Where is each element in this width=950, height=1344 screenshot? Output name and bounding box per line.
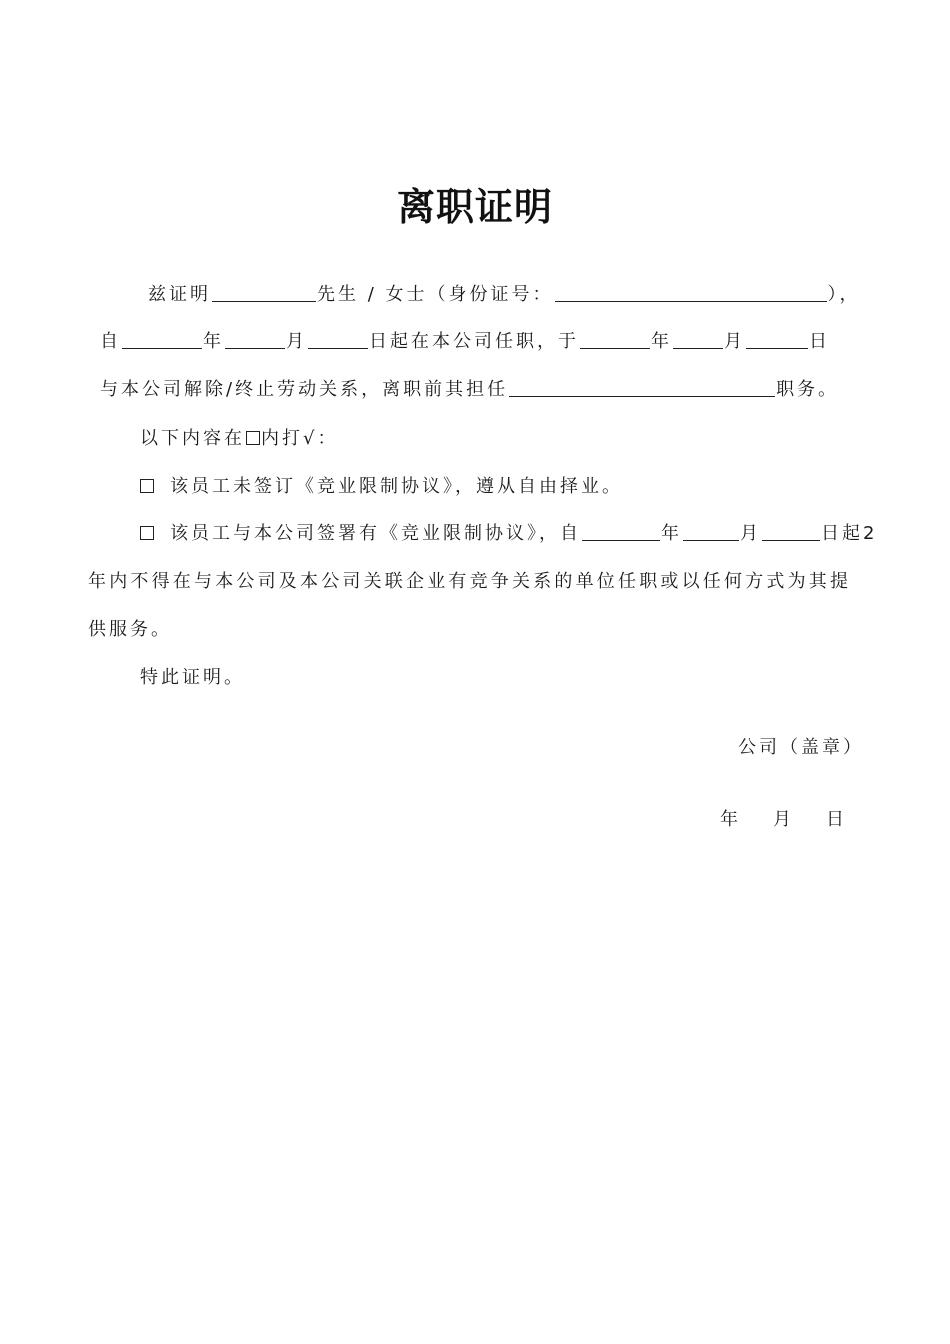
- start-year-blank[interactable]: [122, 330, 202, 349]
- month-label: 月: [724, 331, 745, 352]
- end-day-blank[interactable]: [746, 330, 808, 349]
- option-2-line-3: 供服务。: [88, 619, 172, 640]
- signature-date: [720, 808, 847, 832]
- month-label: 月: [740, 523, 761, 544]
- year-label: 年: [651, 331, 672, 352]
- closing-text: 特此证明。: [140, 667, 245, 688]
- agreement-month-blank[interactable]: [683, 522, 739, 541]
- termination-line: [100, 378, 839, 402]
- checkbox-icon: [246, 431, 260, 445]
- end-month-blank[interactable]: [673, 330, 723, 349]
- date-year-label: 年: [720, 809, 741, 830]
- option-2-line-2: 年内不得在与本公司及本公司关联企业有竞争关系的单位任职或以任何方式为其提: [88, 571, 852, 592]
- start-day-blank[interactable]: [308, 330, 368, 349]
- option-2-checkbox[interactable]: [140, 526, 154, 540]
- year-label: 年: [661, 523, 682, 544]
- instruction-line: [140, 427, 338, 451]
- option-agreement: [140, 522, 877, 546]
- instruction-text-2: 内打√：: [261, 428, 339, 449]
- position-suffix: 职务。: [776, 379, 840, 400]
- company-seal-label: 公司（盖章）: [738, 737, 864, 758]
- position-blank[interactable]: [509, 378, 775, 397]
- end-year-blank[interactable]: [580, 330, 650, 349]
- option-1-text: 该员工未签订《竞业限制协议》，遵从自由择业。: [170, 476, 623, 497]
- date-day-label: 日: [826, 809, 847, 830]
- day-label: 日: [809, 331, 830, 352]
- termination-text: 与本公司解除/终止劳动关系，离职前其担任: [100, 379, 509, 400]
- certify-line: [148, 283, 861, 307]
- option-no-agreement: [140, 475, 623, 499]
- certify-prefix: 兹证明: [148, 284, 211, 305]
- from-label: 自: [100, 331, 121, 352]
- option-1-checkbox[interactable]: [140, 479, 154, 493]
- certify-suffix: ），: [827, 284, 861, 305]
- option-2-text-1: 该员工与本公司签署有《竞业限制协议》，自: [170, 523, 581, 544]
- document-title: 离职证明: [396, 185, 553, 229]
- date-month-label: 月: [773, 809, 794, 830]
- employment-period-line: [100, 330, 830, 354]
- option-2-text-2: 日起2: [821, 523, 878, 544]
- gender-id-label: 先生 / 女士（身份证号：: [317, 284, 554, 305]
- start-month-blank[interactable]: [225, 330, 285, 349]
- instruction-text-1: 以下内容在: [140, 428, 245, 449]
- start-text: 日起在本公司任职，于: [369, 331, 579, 352]
- month-label: 月: [286, 331, 307, 352]
- year-label: 年: [203, 331, 224, 352]
- id-number-blank[interactable]: [555, 283, 827, 302]
- agreement-day-blank[interactable]: [762, 522, 820, 541]
- agreement-year-blank[interactable]: [582, 522, 660, 541]
- name-blank[interactable]: [212, 283, 316, 302]
